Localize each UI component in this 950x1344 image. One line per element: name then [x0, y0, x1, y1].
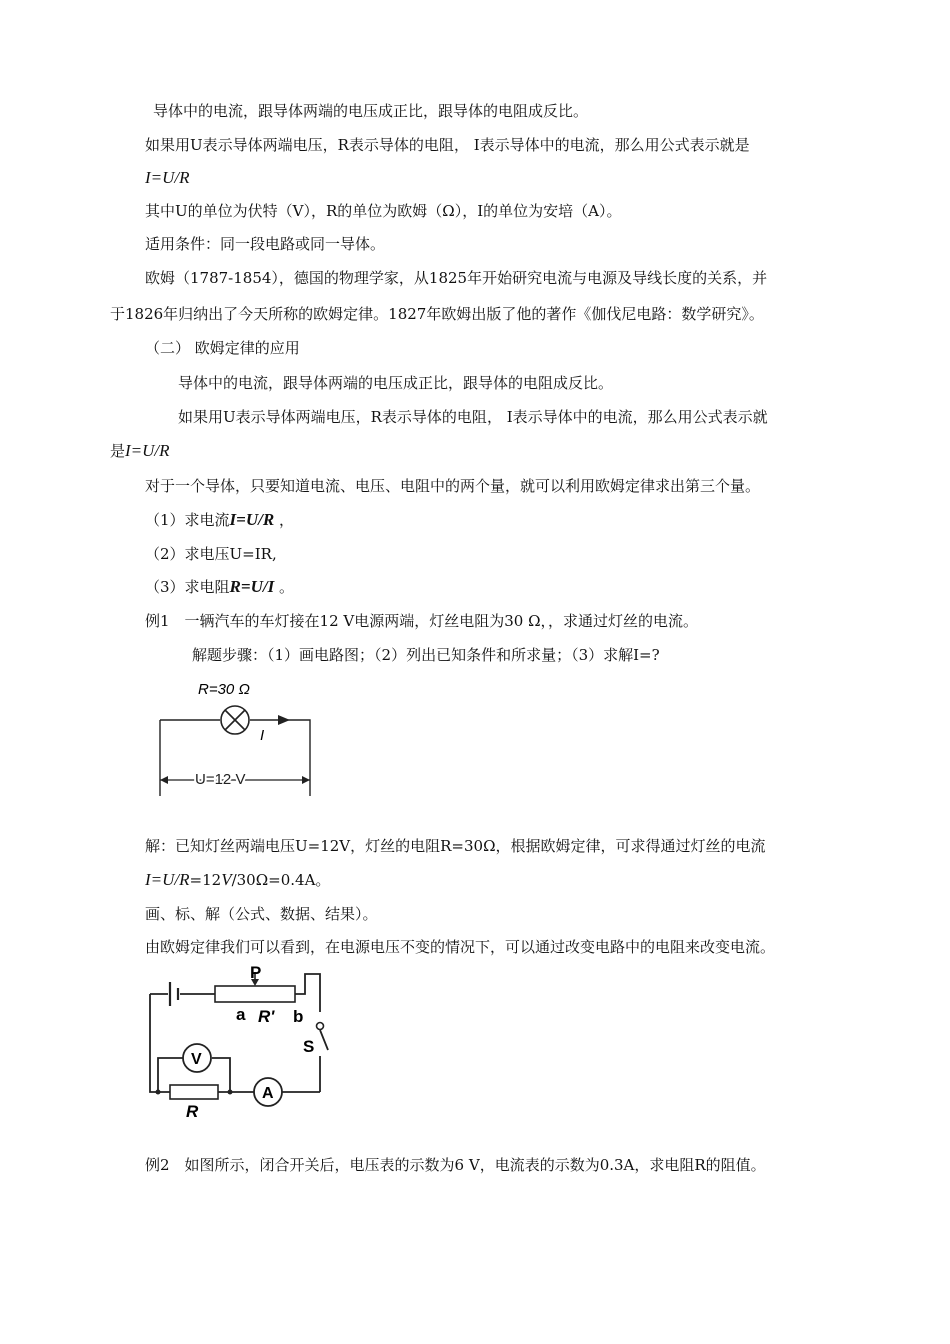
solution-line-1: 解：已知灯丝两端电压U=12V，灯丝的电阻R=30Ω，根据欧姆定律，可求得通过灯丝的电流 — [145, 837, 766, 855]
example-1: 例1 一辆汽车的车灯接在12 V电源两端，灯丝电阻为30 Ω，，求通过灯丝的电流。 — [145, 612, 699, 630]
paragraph-7a: 如果用U表示导体两端电压，R表示导体的电阻， I表示导体中的电流，那么用公式表示就 — [178, 408, 768, 426]
switch-icon — [317, 1023, 324, 1030]
resistor-icon — [170, 1085, 218, 1099]
paragraph-10: 由欧姆定律我们可以看到，在电源电压不变的情况下，可以通过改变电路中的电阻来改变电流。 — [145, 938, 776, 956]
paragraph-5b: 于1826年归纳出了今天所称的欧姆定律。1827年欧姆出版了他的著作《伽伐尼电路：数学研究》。 — [110, 305, 764, 323]
paragraph-3: 其中U的单位为伏特（V），R的单位为欧姆（Ω），I的单位为安培（A）。 — [145, 202, 622, 220]
paragraph-1: 导体中的电流，跟导体两端的电压成正比，跟导体的电阻成反比。 — [153, 102, 589, 120]
paragraph-8: 对于一个导体，只要知道电流、电压、电阻中的两个量，就可以利用欧姆定律求出第三个量。 — [145, 477, 761, 495]
current-label: I — [260, 727, 265, 744]
paragraph-9: 画、标、解（公式、数据、结果）。 — [145, 905, 378, 923]
solution-steps: 解题步骤：（1）画电路图；（2）列出已知条件和所求量；（3）求解I=? — [192, 646, 660, 664]
section-heading: （二） 欧姆定律的应用 — [145, 339, 300, 357]
paragraph-4: 适用条件：同一段电路或同一导体。 — [145, 235, 386, 253]
solution-line-2: I=U/R=12V/30Ω=0.4A。 — [145, 870, 331, 889]
list-item-1: （1）求电流I=U/R ， — [145, 510, 294, 529]
switch-label: S — [303, 1037, 315, 1056]
terminal-b-label: b — [293, 1007, 304, 1026]
formula-1: I=U/R — [145, 168, 190, 187]
terminal-a-label: a — [236, 1005, 246, 1024]
resistor-label: R — [186, 1102, 199, 1121]
resistance-label: R=30 Ω — [198, 681, 250, 698]
paragraph-2: 如果用U表示导体两端电压，R表示导体的电阻， I表示导体中的电流，那么用公式表示就是 — [145, 136, 750, 154]
rheostat-circuit-diagram — [140, 962, 340, 1122]
rheostat-label: R' — [258, 1007, 275, 1026]
list-item-3: （3）求电阻R=U/I 。 — [145, 577, 294, 596]
paragraph-5a: 欧姆（1787-1854），德国的物理学家，从1825年开始研究电流与电源及导线长度的关系，并 — [145, 269, 768, 287]
paragraph-6: 导体中的电流，跟导体两端的电压成正比，跟导体的电阻成反比。 — [178, 374, 614, 392]
battery-icon — [170, 982, 178, 1006]
voltage-label: U=12 V — [195, 771, 246, 788]
voltmeter-label: V — [191, 1051, 202, 1068]
slider-label: P — [250, 963, 262, 982]
ammeter-label: A — [262, 1085, 274, 1102]
list-item-2: （2）求电压U=IR, — [145, 545, 277, 563]
example-2: 例2 如图所示，闭合开关后，电压表的示数为6 V，电流表的示数为0.3A，求电阻R的阻值。 — [145, 1156, 766, 1174]
rheostat-icon — [215, 986, 295, 1002]
lamp-circuit-diagram — [150, 676, 320, 811]
paragraph-7b: 是I=U/R — [110, 441, 170, 460]
current-arrow-icon — [278, 715, 290, 725]
formula-2: I=U/R — [125, 441, 170, 460]
